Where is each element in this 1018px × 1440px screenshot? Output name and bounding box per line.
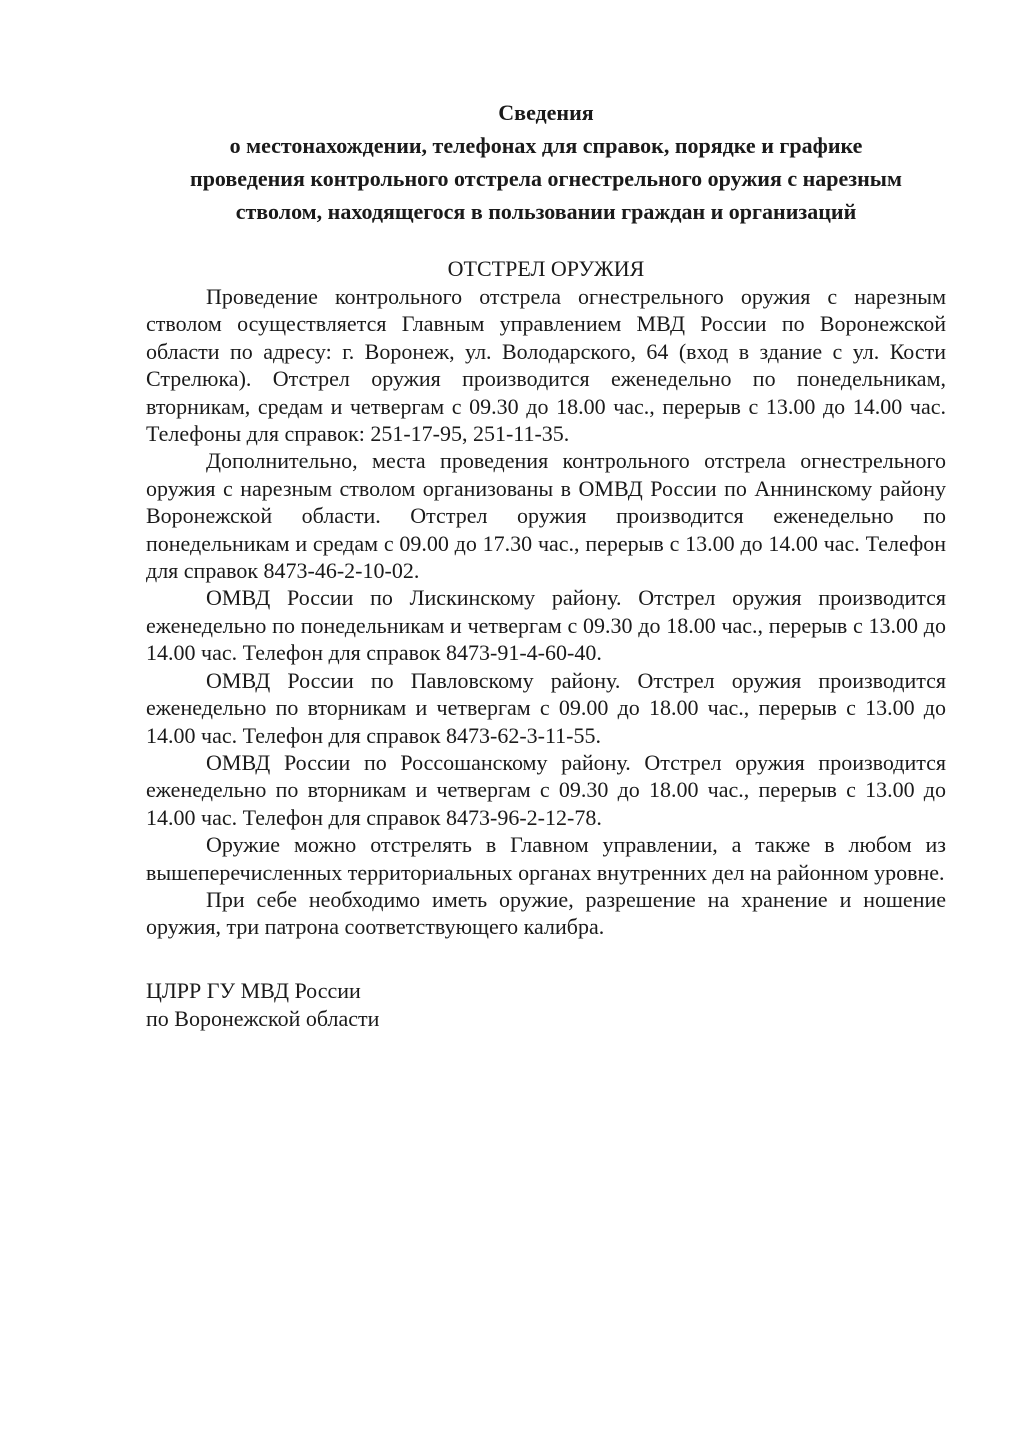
paragraph-any-location: Оружие можно отстрелять в Главном управлении, а также в любом из вышеперечисленных территориальных органах внутренних дел на районном уровне.: [146, 832, 946, 885]
document-page: [146, 96, 946, 1033]
document-body: [146, 283, 946, 941]
signature-block: [146, 977, 946, 1033]
section-heading: ОТСТРЕЛ ОРУЖИЯ: [447, 256, 645, 281]
paragraph-requirements: При себе необходимо иметь оружие, разрешение на хранение и ношение оружия, три патрона соответствующего калибра.: [146, 886, 946, 940]
signature-line-2: по Воронежской области: [146, 1005, 380, 1031]
paragraph-anninsky: Дополнительно, места проведения контрольного отстрела огнестрельного оружия с нарезным стволом организованы в ОМВД России по Аннинскому району Воронежской области. Отстрел оружия производится еженедельно по понедельникам и средам с 09.00 до 17.30 час., перерыв с 13.00 до 14.00 час. Телефон для справок 8473-46-2-10-02.: [146, 448, 946, 584]
title-line-3: проведения контрольного отстрела огнестрельного оружия с нарезным: [190, 166, 902, 191]
signature-line-1: ЦЛРР ГУ МВД России: [146, 977, 361, 1003]
title-line-2: о местонахождении, телефонах для справок, порядке и графике: [229, 133, 863, 158]
paragraph-main-office: Проведение контрольного отстрела огнестрельного оружия с нарезным стволом осуществляется Главным управлением МВД России по Воронежской области по адресу: г. Воронеж, ул. Володарского, 64 (вход в здание с ул. Кости Стрелюка). Отстрел оружия производится еженедельно по понедельникам, вторникам, средам и четвергам с 09.30 до 18.00 час., перерыв с 13.00 до 14.00 час. Телефоны для справок: 251-17-95, 251-11-35.: [146, 284, 946, 447]
paragraph-pavlovsky: ОМВД России по Павловскому району. Отстрел оружия производится еженедельно по вторникам и четвергам с 09.00 до 18.00 час., перерыв с 13.00 до 14.00 час. Телефон для справок 8473-62-3-11-55.: [146, 667, 946, 748]
document-title: [146, 96, 946, 228]
title-line-1: Сведения: [498, 100, 594, 125]
paragraph-rossoshansky: ОМВД России по Россошанскому району. Отстрел оружия производится еженедельно по вторникам и четвергам с 09.30 до 18.00 час., перерыв с 13.00 до 14.00 час. Телефон для справок 8473-96-2-12-78.: [146, 749, 946, 830]
title-line-4: стволом, находящегося в пользовании граждан и организаций: [235, 199, 857, 224]
paragraph-liskinsky: ОМВД России по Лискинскому району. Отстрел оружия производится еженедельно по понедельникам и четвергам с 09.30 до 18.00 час., перерыв с 13.00 до 14.00 час. Телефон для справок 8473-91-4-60-40.: [146, 585, 946, 666]
